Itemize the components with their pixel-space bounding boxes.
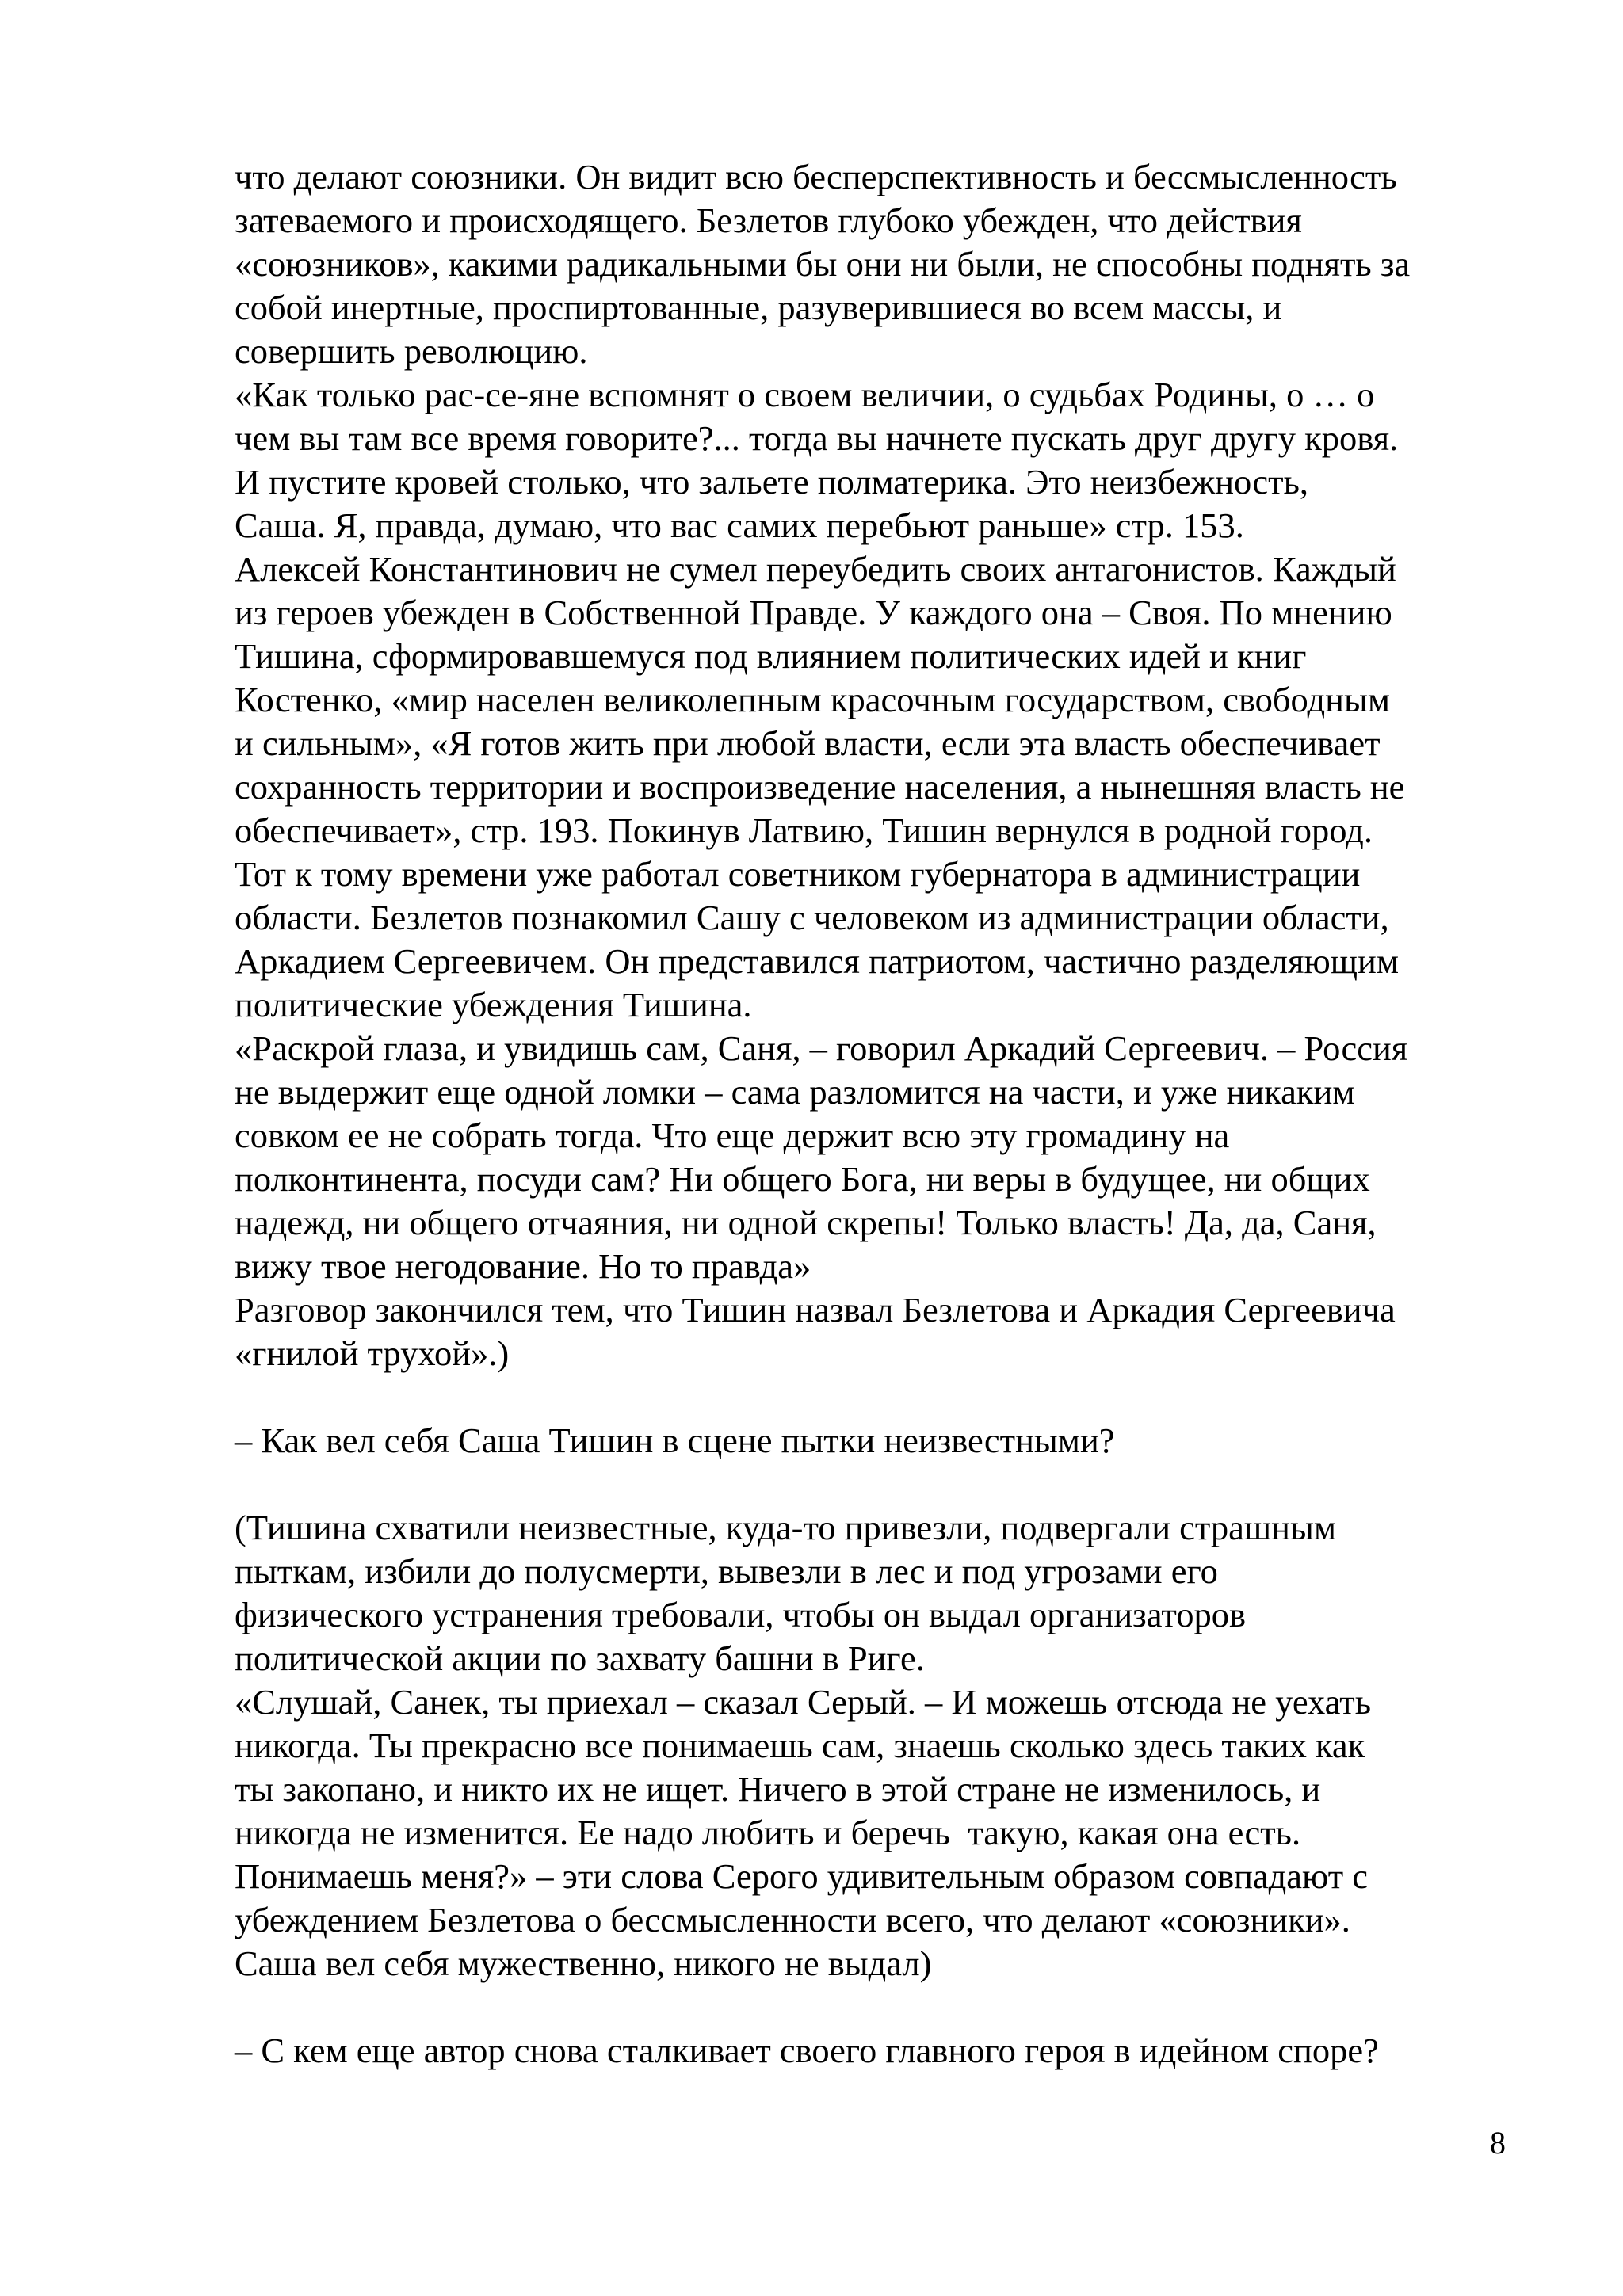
text-line: «союзников», какими радикальными бы они ни были, не способны поднять за — [235, 244, 1411, 284]
blank-line — [235, 1463, 1582, 1506]
text-line: Тишина, сформировавшемуся под влиянием политических идей и книг — [235, 636, 1307, 676]
text-line: Саша вел себя мужественно, никого не выдал) — [235, 1943, 932, 1983]
text-line: политической акции по захвату башни в Риге. — [235, 1638, 925, 1678]
text-line: сохранность территории и воспроизведение населения, а нынешняя власть не — [235, 767, 1405, 807]
text-line: Разговор закончился тем, что Тишин назвал Безлетова и Аркадия Сергеевича — [235, 1290, 1396, 1329]
text-line: области. Безлетов познакомил Сашу с человеком из администрации области, — [235, 898, 1389, 937]
text-line: не выдержит еще одной ломки – сама разломится на части, и уже никаким — [235, 1072, 1355, 1112]
text-line: надежд, ни общего отчаяния, ни одной скрепы! Только власть! Да, да, Саня, — [235, 1203, 1377, 1242]
text-line: вижу твое негодование. Но то правда» — [235, 1246, 812, 1286]
text-line: пыткам, избили до полусмерти, вывезли в лес и под угрозами его — [235, 1551, 1218, 1591]
text-line: политические убеждения Тишина. — [235, 985, 752, 1024]
page-number: 8 — [1490, 2125, 1506, 2161]
text-line: чем вы там все время говорите?... тогда вы начнете пускать друг другу кровя. — [235, 418, 1399, 458]
text-line: ты закопано, и никто их не ищет. Ничего в этой стране не изменилось, и — [235, 1769, 1321, 1809]
text-line: затеваемого и происходящего. Безлетов глубоко убежден, что действия — [235, 200, 1302, 240]
text-line: никогда. Ты прекрасно все понимаешь сам, знаешь сколько здесь таких как — [235, 1726, 1365, 1765]
text-line: и сильным», «Я готов жить при любой власти, если эта власть обеспечивает — [235, 723, 1381, 763]
text-line: Аркадием Сергеевичем. Он представился патриотом, частично разделяющим — [235, 941, 1399, 981]
blank-line — [235, 1985, 1582, 2029]
text-line: собой инертные, проспиртованные, разуверившиеся во всем массы, и — [235, 288, 1282, 327]
text-line: физического устранения требовали, чтобы он выдал организаторов — [235, 1595, 1246, 1634]
text-line: совершить революцию. — [235, 331, 588, 371]
text-line: «Как только рас-се-яне вспомнят о своем величии, о судьбах Родины, о … о — [235, 375, 1375, 414]
text-line: обеспечивает», стр. 193. Покинув Латвию, Тишин вернулся в родной город. — [235, 810, 1373, 850]
text-line: Тот к тому времени уже работал советником губернатора в администрации — [235, 854, 1361, 894]
text-line: что делают союзники. Он видит всю бесперспективность и бессмысленность — [235, 157, 1397, 196]
blank-line — [235, 1375, 1582, 1419]
text-line: «Раскрой глаза, и увидишь сам, Саня, – говорил Аркадий Сергеевич. – Россия — [235, 1028, 1408, 1068]
text-line: – С кем еще автор снова сталкивает своего главного героя в идейном споре? — [235, 2031, 1379, 2070]
text-line: убеждением Безлетова о бессмысленности всего, что делают «союзники». — [235, 1900, 1350, 1939]
text-line: Костенко, «мир населен великолепным красочным государством, свободным — [235, 680, 1391, 719]
text-line: Понимаешь меня?» – эти слова Серого удивительным образом совпадают с — [235, 1856, 1369, 1896]
text-line: Саша. Я, правда, думаю, что вас самих перебьют раньше» стр. 153. — [235, 505, 1244, 545]
text-line: из героев убежден в Собственной Правде. У каждого она – Своя. По мнению — [235, 593, 1392, 632]
text-line: Алексей Константинович не сумел переубедить своих антагонистов. Каждый — [235, 549, 1396, 589]
text-line: – Как вел себя Саша Тишин в сцене пытки неизвестными? — [235, 1421, 1115, 1460]
text-line: совком ее не собрать тогда. Что еще держит всю эту громадину на — [235, 1116, 1230, 1155]
text-line: И пустите кровей столько, что зальете полматерика. Это неизбежность, — [235, 462, 1309, 502]
text-line: «гнилой трухой».) — [235, 1333, 510, 1373]
text-line: «Слушай, Санек, ты приехал – сказал Серый. – И можешь отсюда не уехать — [235, 1682, 1372, 1722]
text-line: (Тишина схватили неизвестные, куда-то привезли, подвергали страшным — [235, 1508, 1337, 1547]
body-text — [235, 155, 1582, 2073]
text-line: полконтинента, посуди сам? Ни общего Бога, ни веры в будущее, ни общих — [235, 1159, 1370, 1199]
text-line: никогда не изменится. Ее надо любить и беречь такую, какая она есть. — [235, 1813, 1301, 1852]
